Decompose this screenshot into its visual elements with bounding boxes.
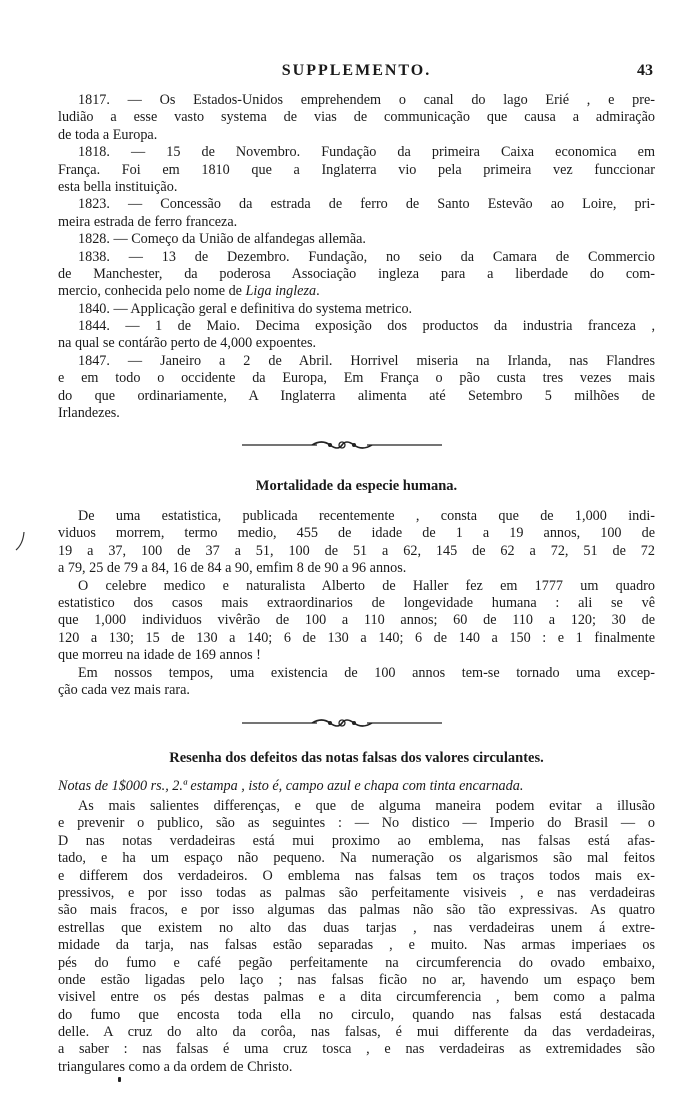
resenha-subtitle (58, 778, 655, 795)
text-line: delle. A cruz do alto da corôa, nas falsas, é mui differente da das verdadeiras, (58, 1024, 655, 1041)
text-line: O celebre medico e naturalista Alberto de Haller fez em 1777 um quadro (78, 577, 655, 594)
text-line: Em nossos tempos, uma existencia de 100 annos tem-se tornado uma excep- (78, 664, 655, 681)
section-title-mortalidade: Mortalidade da especie humana. (255, 478, 458, 494)
paragraph (58, 231, 655, 248)
section-title-resenha: Resenha dos defeitos das notas falsas dos valores circulantes. (169, 750, 544, 766)
text-line: 120 a 130; 15 de 130 a 140; 6 de 130 a 140; 6 de 140 a 150 : e 1 finalmente (58, 629, 655, 646)
paragraph (58, 665, 655, 700)
paragraph (58, 301, 655, 318)
text-line: a saber : nas falsas é uma cruz tosca , e nas verdadeiras as extremidades são (58, 1041, 655, 1058)
page-header (58, 62, 655, 84)
text-line: As mais salientes differenças, e que de alguma maneira podem evitar a illusão (78, 798, 655, 814)
text-line: tado, e ha um espaço não pequeno. Na numeração os algarismos são mal feitos (58, 850, 655, 867)
text-line: estrellas que existem no alto das duas tarjas , nas verdadeiras unem á extre- (58, 919, 655, 936)
text-line: D nas notas verdadeiras está mui proximo ao emblema, nas falsas está afas- (58, 832, 655, 849)
chronology-section (58, 92, 655, 422)
pencil-mark-icon (14, 530, 28, 552)
text-line: de toda a Europa. (58, 126, 158, 143)
ink-mark (118, 1077, 121, 1082)
paragraph (58, 92, 655, 144)
text-line: ludião a esse vasto systema de vias de communicação que causa a admiração (58, 109, 655, 126)
text-line: a 79, 25 de 79 a 84, 16 de 84 a 90, emfim 8 de 90 a 96 annos. (58, 560, 407, 577)
text-line: 1828. — Começo da União de alfandegas allemãa. (78, 231, 366, 248)
text-line: do que ordinariamente, A Inglaterra alimenta até Setembro 5 milhões de (58, 387, 655, 404)
text-line: e prevenir o publico, são as seguintes : — No distico — Imperio do Brasil — o (58, 815, 655, 832)
paragraph (58, 508, 655, 578)
paragraph (58, 353, 655, 423)
text-line: meira estrada de ferro franceza. (58, 213, 238, 230)
text-line: 1844. — 1 de Maio. Decima exposição dos productos da industria franceza , (78, 318, 655, 335)
text-segment: mercio, conhecida pelo nome de (58, 283, 246, 300)
text-line: pés do fumo e café pegão perfeitamente na circumferencia do ovado embaixo, (58, 954, 655, 971)
subtitle-line: Notas de 1$000 rs., 2.ª estampa , isto é, campo azul e chapa com tinta encarnada. (58, 778, 524, 794)
text-line (58, 283, 655, 300)
text-line: que 1,000 individuos vivêrão de 100 a 110 annos; 60 de 110 a 120; 30 de (58, 612, 655, 629)
text-line: 1840. — Applicação geral e definitiva do systema metrico. (78, 300, 413, 317)
text-line: e em todo o occidente da Europa, Em França o pão custa tres vezes mais (58, 370, 655, 387)
paragraph (58, 196, 655, 231)
running-title: SUPPLEMENTO. (281, 62, 432, 79)
text-line: midade da tarja, nas falsas estão separadas , e muito. Nas armas imperiaes os (58, 937, 655, 954)
page-number: 43 (637, 62, 653, 79)
text-line: Irlandezes. (58, 405, 120, 422)
text-line: 1847. — Janeiro a 2 de Abril. Horrivel miseria na Irlanda, nas Flandres (78, 352, 655, 369)
text-line: 1818. — 15 de Novembro. Fundação da primeira Caixa economica em (78, 144, 655, 161)
ornament-divider-icon (242, 438, 442, 452)
text-line: pressivos, e por isso todas as palmas são perfeitamente visiveis , e nas verdadeiras (58, 884, 655, 901)
paragraph (58, 798, 655, 1076)
text-line: viduos morrem, termo medio, 455 de idade de 1 a 19 annos, 100 de (58, 525, 655, 542)
text-line: estatistico dos casos mais extraordinarios de longevidade humana : ali se vê (58, 594, 655, 611)
text-line: são mais fracos, e por isso algumas das palmas não são tão expressivas. As quatro (58, 902, 655, 919)
text-line: De uma estatistica, publicada recentemente , consta que de 1,000 indi- (78, 508, 655, 524)
text-segment: . (316, 283, 320, 300)
text-line: ção cada vez mais rara. (58, 681, 190, 698)
text-line: onde estão ligadas pelo laço ; nas falsas ficão no ar, havendo um espaço bem (58, 971, 655, 988)
text-line: de Manchester, da poderosa Associação ingleza para a liberdade do com- (58, 265, 655, 282)
text-line: na qual se contárão perto de 4,000 expoentes. (58, 335, 317, 352)
paragraph (58, 249, 655, 301)
text-line: 1817. — Os Estados-Unidos emprehendem o canal do lago Erié , e pre- (78, 92, 655, 108)
text-line: 19 a 37, 100 de 37 a 51, 100 de 51 a 62, 145 de 62 a 72, 51 de 72 (58, 542, 655, 559)
text-line: França. Foi em 1810 que a Inglaterra vio pela primeira vez funccionar (58, 161, 655, 178)
paragraph (58, 318, 655, 353)
text-line: e differem dos verdadeiros. O emblema nas falsas tem os traços todos mais ex- (58, 867, 655, 884)
italic-text: Liga ingleza (245, 283, 317, 300)
mortalidade-section (58, 508, 655, 699)
paragraph (58, 144, 655, 196)
resenha-section (58, 798, 655, 1076)
text-line: do fumo que encosta toda ella no circulo, quando nas falsas está destacada (58, 1006, 655, 1023)
text-line: 1838. — 13 de Dezembro. Fundação, no seio da Camara de Commercio (78, 248, 655, 265)
paragraph (58, 578, 655, 665)
text-line: esta bella instituição. (58, 178, 178, 195)
text-line: triangulares como a da ordem de Christo. (58, 1058, 293, 1075)
ornament-divider-icon (242, 716, 442, 730)
text-line: que morreu na idade de 169 annos ! (58, 647, 261, 664)
text-line: 1823. — Concessão da estrada de ferro de Santo Estevão ao Loire, pri- (78, 196, 655, 213)
text-line: visivel entre os pés destas palmas e a dita circumferencia , bem como a palma (58, 989, 655, 1006)
